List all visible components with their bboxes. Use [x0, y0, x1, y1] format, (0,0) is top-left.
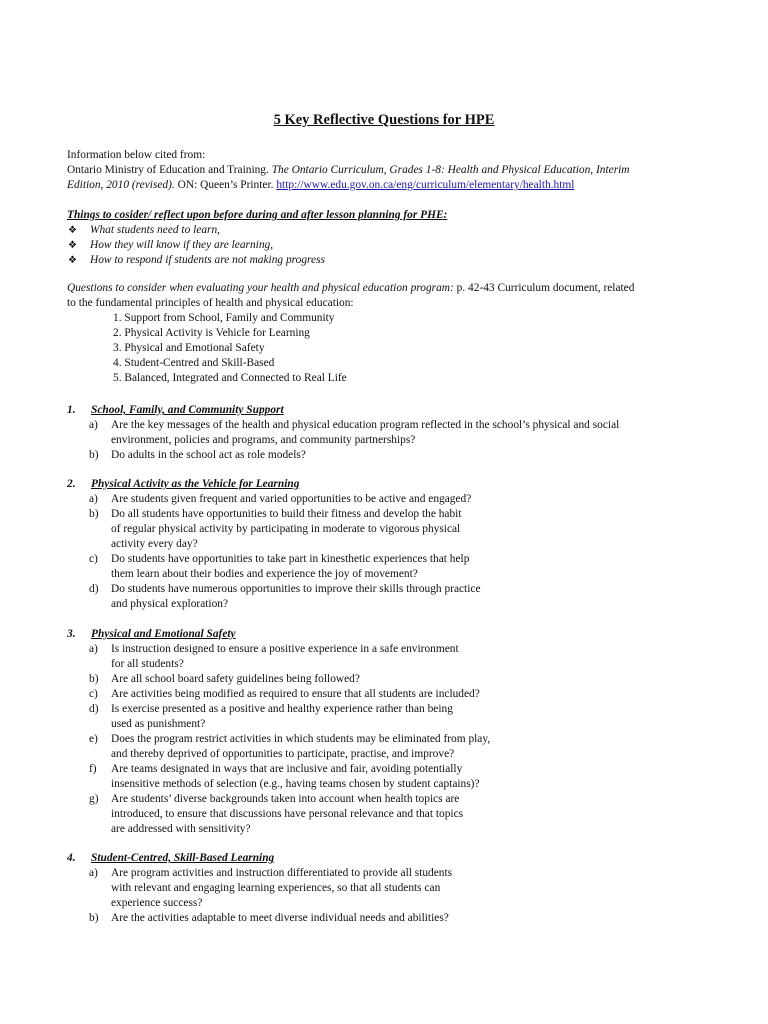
question-item: [67, 911, 707, 926]
question-item: [67, 732, 707, 762]
diamond-bullet-icon: ❖: [68, 225, 77, 236]
principle-item: 4. Student-Centred and Skill-Based: [113, 357, 275, 369]
section-number: 1.: [67, 404, 76, 416]
section-heading: [67, 627, 707, 642]
question-item: [67, 687, 707, 702]
question-line: are addressed with sensitivity?: [111, 823, 251, 835]
section-number: 3.: [67, 628, 76, 640]
question-item: [67, 582, 707, 612]
question-letter: b): [89, 508, 99, 520]
section-title: Student-Centred, Skill-Based Learning: [91, 852, 275, 864]
bullet-text: How to respond if students are not making progress: [90, 254, 325, 266]
citation-line-1: [67, 163, 707, 178]
bullet-text: What students need to learn,: [90, 224, 221, 236]
principle-item: 1. Support from School, Family and Community: [113, 312, 335, 324]
section-1: [67, 403, 707, 463]
section-title: Physical Activity as the Vehicle for Learning: [91, 478, 300, 490]
question-letter: a): [89, 419, 98, 431]
question-line: introduced, to ensure that discussions have personal relevance and that topics: [111, 808, 464, 820]
question-line: Are students given frequent and varied opportunities to be active and engaged?: [111, 493, 472, 505]
citation-block: [67, 148, 707, 193]
section-heading: [67, 403, 707, 418]
section-title: Physical and Emotional Safety: [91, 628, 236, 640]
questions-intro-line-2: to the fundamental principles of health and physical education:: [67, 297, 354, 309]
question-letter: g): [89, 793, 99, 805]
question-item: [67, 762, 707, 792]
citation-author: Ontario Ministry of Education and Training.: [67, 164, 272, 176]
question-item: [67, 552, 707, 582]
question-line: Is instruction designed to ensure a positive experience in a safe environment: [111, 643, 459, 655]
question-letter: a): [89, 493, 98, 505]
section-2: [67, 477, 707, 612]
question-letter: b): [89, 449, 99, 461]
question-item: [67, 672, 707, 687]
citation-publisher: ON: Queen’s Printer.: [174, 179, 277, 191]
question-line: Is exercise presented as a positive and healthy experience rather than being: [111, 703, 453, 715]
section-heading: [67, 851, 707, 866]
principle-item: 5. Balanced, Integrated and Connected to Real Life: [113, 372, 347, 384]
question-line: with relevant and engaging learning experiences, so that all students can: [111, 882, 441, 894]
document-title: 5 Key Reflective Questions for HPE: [273, 112, 495, 128]
things-heading: Things to cosider/ reflect upon before during and after lesson planning for PHE:: [67, 209, 448, 221]
question-line: and physical exploration?: [111, 598, 229, 610]
question-line: Are all school board safety guidelines being followed?: [111, 673, 360, 685]
curriculum-link[interactable]: http://www.edu.gov.on.ca/eng/curriculum/elementary/health.html: [276, 179, 575, 191]
question-line: used as punishment?: [111, 718, 206, 730]
question-item: [67, 792, 707, 837]
list-item: [67, 253, 707, 268]
question-line: for all students?: [111, 658, 184, 670]
things-block: [67, 208, 707, 268]
principles-list: [67, 311, 707, 386]
question-item: [67, 866, 707, 911]
citation-edition: Edition, 2010 (revised).: [67, 179, 175, 191]
principle-item: 2. Physical Activity is Vehicle for Learning: [113, 327, 310, 339]
question-line: Do students have numerous opportunities to improve their skills through practice: [111, 583, 481, 595]
question-letter: c): [89, 553, 98, 565]
citation-line-2: [67, 178, 707, 193]
question-line: Do all students have opportunities to build their fitness and develop the habit: [111, 508, 462, 520]
bullet-text: How they will know if they are learning,: [90, 239, 274, 251]
question-letter: f): [89, 763, 97, 775]
question-line: Are activities being modified as required to ensure that all students are included?: [111, 688, 480, 700]
question-line: Are the activities adaptable to meet diverse individual needs and abilities?: [111, 912, 449, 924]
question-line: Are the key messages of the health and physical education program reflected in the school’s physical and social: [111, 419, 620, 431]
questions-intro-line-1: [67, 281, 707, 296]
question-line: Are teams designated in ways that are inclusive and fair, avoiding potentially: [111, 763, 463, 775]
question-line: them learn about their bodies and experience the joy of movement?: [111, 568, 418, 580]
question-line: Are students’ diverse backgrounds taken into account when health topics are: [111, 793, 460, 805]
citation-intro: Information below cited from:: [67, 149, 206, 161]
section-title: School, Family, and Community Support: [91, 404, 284, 416]
question-line: Do students have opportunities to take part in kinesthetic experiences that help: [111, 553, 470, 565]
question-line: activity every day?: [111, 538, 198, 550]
section-number: 2.: [67, 478, 76, 490]
question-letter: c): [89, 688, 98, 700]
question-letter: a): [89, 643, 98, 655]
question-letter: d): [89, 583, 99, 595]
question-line: Does the program restrict activities in which students may be eliminated from play,: [111, 733, 491, 745]
question-letter: e): [89, 733, 98, 745]
question-line: environment, policies and programs, and community partnerships?: [111, 434, 416, 446]
question-line: of regular physical activity by participating in moderate to vigorous physical: [111, 523, 461, 535]
question-line: Are program activities and instruction differentiated to provide all students: [111, 867, 453, 879]
section-number: 4.: [67, 852, 76, 864]
questions-intro-ref: p. 42-43 Curriculum document, related: [453, 282, 635, 294]
question-letter: b): [89, 673, 99, 685]
citation-work-title: The Ontario Curriculum, Grades 1-8: Health and Physical Education, Interim: [271, 164, 630, 176]
principle-item: 3. Physical and Emotional Safety: [113, 342, 265, 354]
question-letter: a): [89, 867, 98, 879]
section-heading: [67, 477, 707, 492]
questions-intro-italic: Questions to consider when evaluating your health and physical education program:: [67, 282, 454, 294]
question-item: [67, 507, 707, 552]
question-item: [67, 492, 707, 507]
diamond-bullet-icon: ❖: [68, 255, 77, 266]
question-line: experience success?: [111, 897, 203, 909]
question-item: [67, 448, 707, 463]
question-item: [67, 418, 707, 448]
section-3: [67, 627, 707, 837]
question-letter: d): [89, 703, 99, 715]
diamond-bullet-icon: ❖: [68, 240, 77, 251]
section-4: [67, 851, 707, 926]
question-item: [67, 642, 707, 672]
question-line: Do adults in the school act as role models?: [111, 449, 306, 461]
question-line: and thereby deprived of opportunities to participate, practise, and improve?: [111, 748, 455, 760]
list-item: [67, 223, 707, 238]
question-item: [67, 702, 707, 732]
questions-intro-block: [67, 281, 707, 386]
question-letter: b): [89, 912, 99, 924]
list-item: [67, 238, 707, 253]
question-line: insensitive methods of selection (e.g., having teams chosen by student captains)?: [111, 778, 480, 790]
